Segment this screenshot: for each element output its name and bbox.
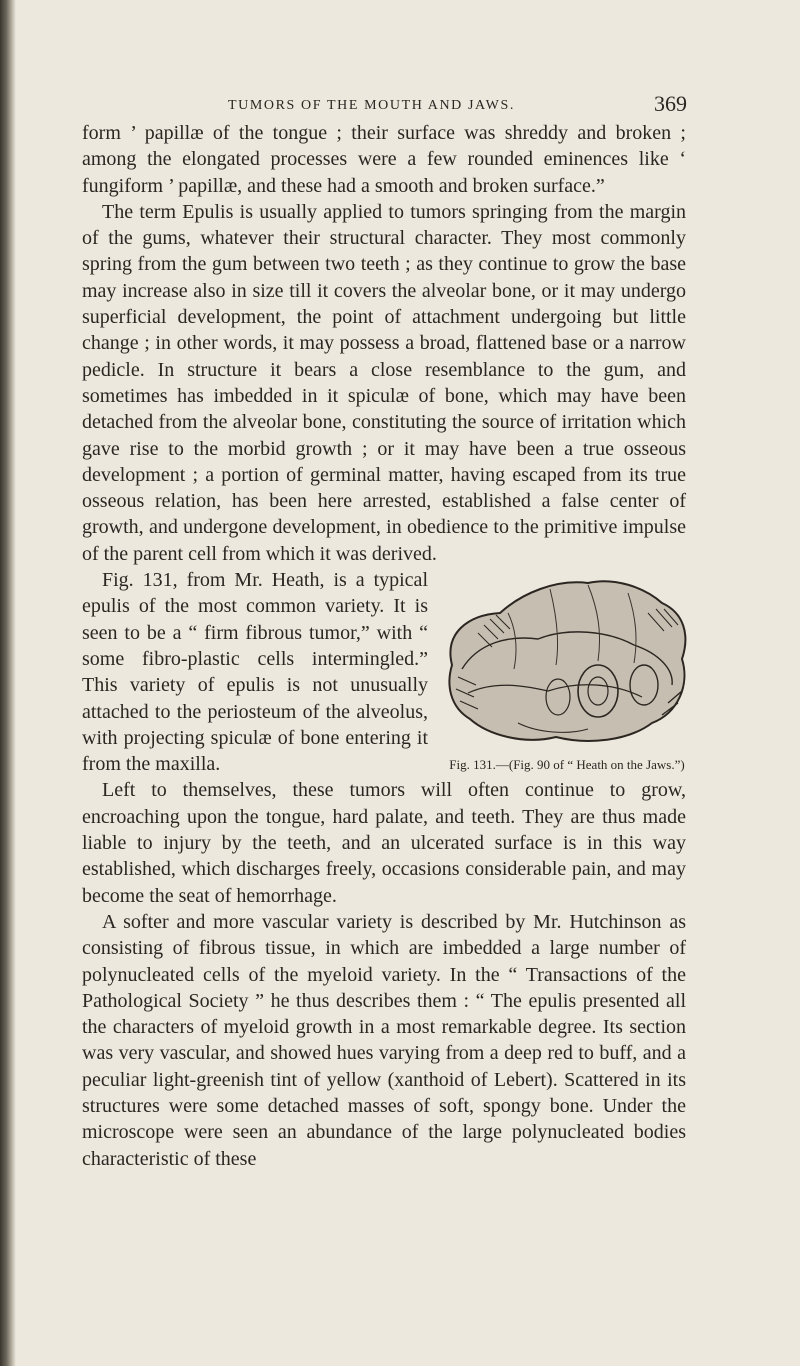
paragraph-growth: Left to themselves, these tumors will often continue to grow, encroaching upon the tongue, hard palate, and teeth. They are thus made liable to injury by the teeth, and an ulcerated surface is in this way established, which discharges freely, occasions considerable pain, and may become the seat of hemorrhage. bbox=[82, 779, 686, 907]
figure-caption: Fig. 131.—(Fig. 90 of “ Heath on the Jaws.”) bbox=[449, 757, 685, 773]
paragraph-epulis-definition: The term Epulis is usually applied to tumors springing from the margin of the gums, whatever their structural character. They most commonly spring from the gum between two teeth ; as they continue to grow the base may increase also in size till it covers the alveolar bone, or it may undergo superficial development, the point of attachment undergoing but little change ; in other words, it may possess a broad, flattened base or a narrow pedicle. In structure it bears a close resemblance to the gum, and sometimes has imbedded in it spiculæ of bone, which may have been detached from the alveolar bone, constituting the source of irritation which gave rise to the morbid growth ; or it may have been a true osseous development ; a portion of germinal matter, having escaped from its true osseous relation, has been here arrested, established a false center of growth, and undergone development, in obedience to the primitive impulse of the parent cell from which it was derived. bbox=[82, 200, 686, 565]
page-number: 369 bbox=[654, 91, 687, 116]
figure-131 bbox=[438, 573, 696, 772]
page-binding-edge bbox=[0, 0, 16, 1366]
paragraph-vascular-variety: A softer and more vascular variety is described by Mr. Hutchinson as consisting of fibrous tissue, in which are imbedded a large number of polynucleated cells of the myeloid variety. In the “ Transactions of the Pathological Society ” he thus describes them : “ The epulis presented all the characters of myeloid growth in a most remarkable degree. Its section was very vascular, and showed hues varying from a deep red to buff, and a peculiar light-greenish tint of yellow (xanthoid of Lebert). Scattered in its structures were some detached masses of soft, spongy bone. Under the microscope were seen an abundance of the large polynucleated bodies characteristic of these bbox=[82, 910, 686, 1170]
paragraph-fig-131: Fig. 131, from Mr. Heath, is a typical epulis of the most common variety. It is seen to be a “ firm fibrous tumor,” with “ some fibro-plastic cells intermingled.” This variety of epulis is not unusually attached to the periosteum of the alveolus, with projecting spiculæ of bone entering it from the maxilla. bbox=[82, 569, 428, 776]
body-text bbox=[82, 120, 686, 1172]
paragraph-quote-continuation: form ’ papillæ of the tongue ; their surface was shreddy and broken ; among the elongated processes were a few rounded eminences like ‘ fungiform ’ papillæ, and these had a smooth and broken surface.” bbox=[82, 122, 686, 197]
epulis-engraving-icon bbox=[438, 573, 696, 753]
running-head: TUMORS OF THE MOUTH AND JAWS. bbox=[228, 98, 515, 113]
